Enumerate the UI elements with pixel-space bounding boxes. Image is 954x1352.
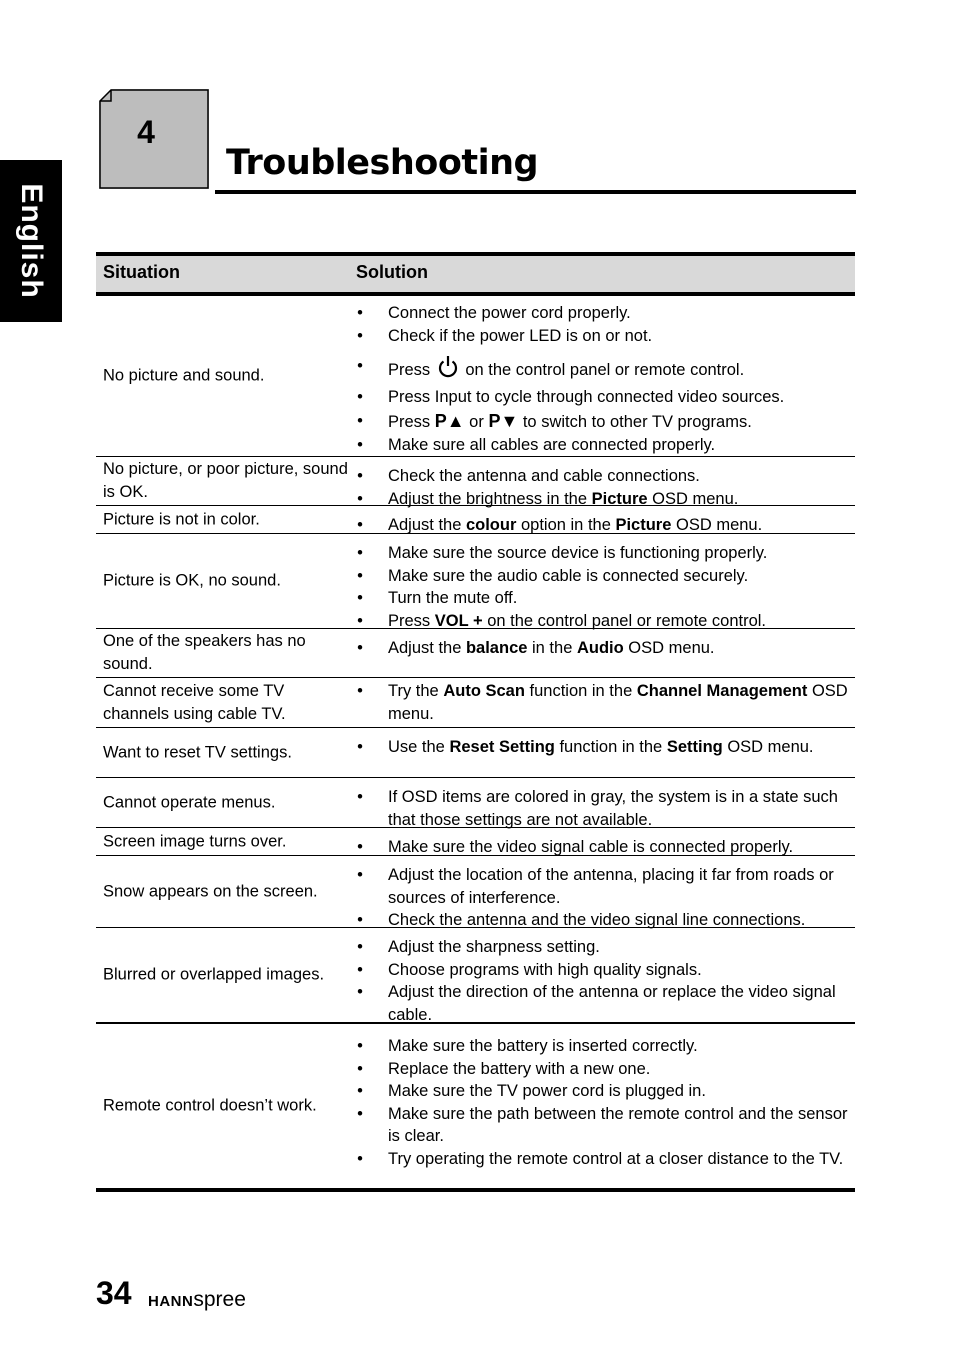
bullet: • <box>357 938 363 956</box>
table-row <box>96 457 855 506</box>
troubleshooting-table <box>96 252 855 1192</box>
table-row <box>96 534 855 629</box>
solution-item: • Try the Auto Scan function in the Channel Management OSD menu. <box>353 680 853 725</box>
situation-cell: Blurred or overlapped images. <box>103 965 325 984</box>
bullet: • <box>357 960 363 979</box>
table-row <box>96 828 855 856</box>
table-row <box>96 928 855 1024</box>
situation-cell: Picture is OK, no sound. <box>103 571 281 590</box>
solution-item: • Make sure all cables are connected properly. <box>353 434 853 457</box>
bullet: • <box>357 682 363 700</box>
table-row <box>96 856 855 928</box>
bullet: • <box>357 911 363 929</box>
situation-cell: Want to reset TV settings. <box>103 743 292 761</box>
situation-cell: Cannot receive some TV channels using cable TV. <box>103 681 286 723</box>
bullet: • <box>357 639 363 657</box>
solution-item: • Turn the mute off. <box>353 587 853 610</box>
solution-cell <box>353 465 853 510</box>
solution-item: • Make sure the battery is inserted correctly. <box>353 1035 853 1058</box>
bullet: • <box>357 489 363 508</box>
bullet: • <box>357 566 363 585</box>
header-solution: Solution <box>356 262 428 282</box>
table-row <box>96 678 855 728</box>
language-tab-label: English <box>15 183 48 299</box>
bullet: • <box>357 516 363 534</box>
solution-item: • Make sure the source device is functioning properly. <box>353 542 853 565</box>
situation-cell: No picture and sound. <box>103 366 265 385</box>
situation-cell: No picture, or poor picture, sound is OK. <box>103 460 348 501</box>
solution-item: • If OSD items are colored in gray, the system is in a state such that those settings are not available. <box>353 786 853 831</box>
solution-item: • Adjust the balance in the Audio OSD menu. <box>353 637 853 660</box>
solution-item: • Use the Reset Setting function in the Setting OSD menu. <box>353 736 853 759</box>
power-icon <box>437 355 459 386</box>
title-rule <box>215 190 856 194</box>
table-row <box>96 778 855 828</box>
solution-cell <box>353 637 853 660</box>
solution-item: • Adjust the direction of the antenna or replace the video signal cable. <box>353 981 853 1026</box>
solution-cell <box>353 864 853 932</box>
solution-cell <box>353 786 853 831</box>
solution-item: • Adjust the colour option in the Picture OSD menu. <box>353 514 853 537</box>
table-row <box>96 296 855 457</box>
brand-logo <box>148 1288 246 1312</box>
bullet: • <box>357 838 363 856</box>
bullet: • <box>357 467 363 485</box>
bullet: • <box>357 326 363 345</box>
bullet: • <box>357 589 363 607</box>
brand-bold: HANN <box>148 1293 194 1310</box>
solution-item: • Try operating the remote control at a closer distance to the TV. <box>353 1148 853 1171</box>
situation-cell: Screen image turns over. <box>103 832 287 850</box>
solution-item: • Check the antenna and the video signal line connections. <box>353 909 853 932</box>
table-row <box>96 506 855 534</box>
bullet: • <box>357 357 363 375</box>
solution-item: • Adjust the location of the antenna, placing it far from roads or sources of interference. <box>353 864 853 909</box>
solution-item: • Check the antenna and cable connections. <box>353 465 853 488</box>
bullet: • <box>357 738 363 756</box>
solution-item: • Press P▲ or P▼ to switch to other TV programs. <box>353 410 853 434</box>
solution-item: • Adjust the brightness in the Picture OSD menu. <box>353 488 853 511</box>
solution-cell <box>353 1035 853 1170</box>
page-title: Troubleshooting <box>226 143 539 183</box>
bullet: • <box>357 611 363 630</box>
solution-item: • Choose programs with high quality signals. <box>353 959 853 982</box>
solution-cell <box>353 542 853 632</box>
header-situation: Situation <box>103 262 180 282</box>
language-tab <box>0 160 62 322</box>
table-row <box>96 728 855 778</box>
situation-cell: Snow appears on the screen. <box>103 882 318 900</box>
table-body <box>96 296 855 1192</box>
solution-item: • Make sure the audio cable is connected securely. <box>353 565 853 588</box>
solution-item: • Check if the power LED is on or not. <box>353 325 853 348</box>
situation-cell: One of the speakers has no sound. <box>103 632 306 673</box>
solution-cell <box>353 936 853 1026</box>
solution-item: • Adjust the sharpness setting. <box>353 936 853 959</box>
bullet: • <box>357 544 363 562</box>
table-header <box>96 252 855 296</box>
solution-item: • Make sure the TV power cord is plugged in. <box>353 1080 853 1103</box>
bullet: • <box>357 435 363 454</box>
solution-item: • Press VOL + on the control panel or remote control. <box>353 610 853 633</box>
bullet: • <box>357 1149 363 1168</box>
bullet: • <box>357 1037 363 1055</box>
bullet: • <box>357 1082 363 1100</box>
situation-cell: Picture is not in color. <box>103 510 260 528</box>
solution-cell <box>353 736 853 759</box>
solution-item: • Connect the power cord properly. <box>353 302 853 325</box>
situation-cell: Remote control doesn’t work. <box>103 1096 317 1115</box>
solution-cell <box>353 302 853 456</box>
situation-cell: Cannot operate menus. <box>103 793 276 811</box>
solution-item: • Press Input to cycle through connected video sources. <box>353 386 853 409</box>
bullet: • <box>357 1104 363 1123</box>
brand-light: spree <box>193 1288 246 1311</box>
bullet: • <box>357 983 363 1001</box>
bullet: • <box>357 412 363 430</box>
page-number: 34 <box>96 1275 132 1311</box>
table-row <box>96 1024 855 1192</box>
solution-item: • Press on the control panel or remote control. <box>353 355 853 386</box>
bullet: • <box>357 788 363 806</box>
chapter-number: 4 <box>137 114 155 150</box>
solution-item: • Replace the battery with a new one. <box>353 1058 853 1081</box>
bullet: • <box>357 304 363 322</box>
bullet: • <box>357 866 363 884</box>
solution-cell <box>353 680 853 725</box>
solution-item: • Make sure the path between the remote control and the sensor is clear. <box>353 1103 853 1148</box>
solution-item: • Make sure the video signal cable is connected properly. <box>353 836 853 859</box>
bullet: • <box>357 387 363 406</box>
table-row <box>96 629 855 678</box>
bullet: • <box>357 1059 363 1078</box>
